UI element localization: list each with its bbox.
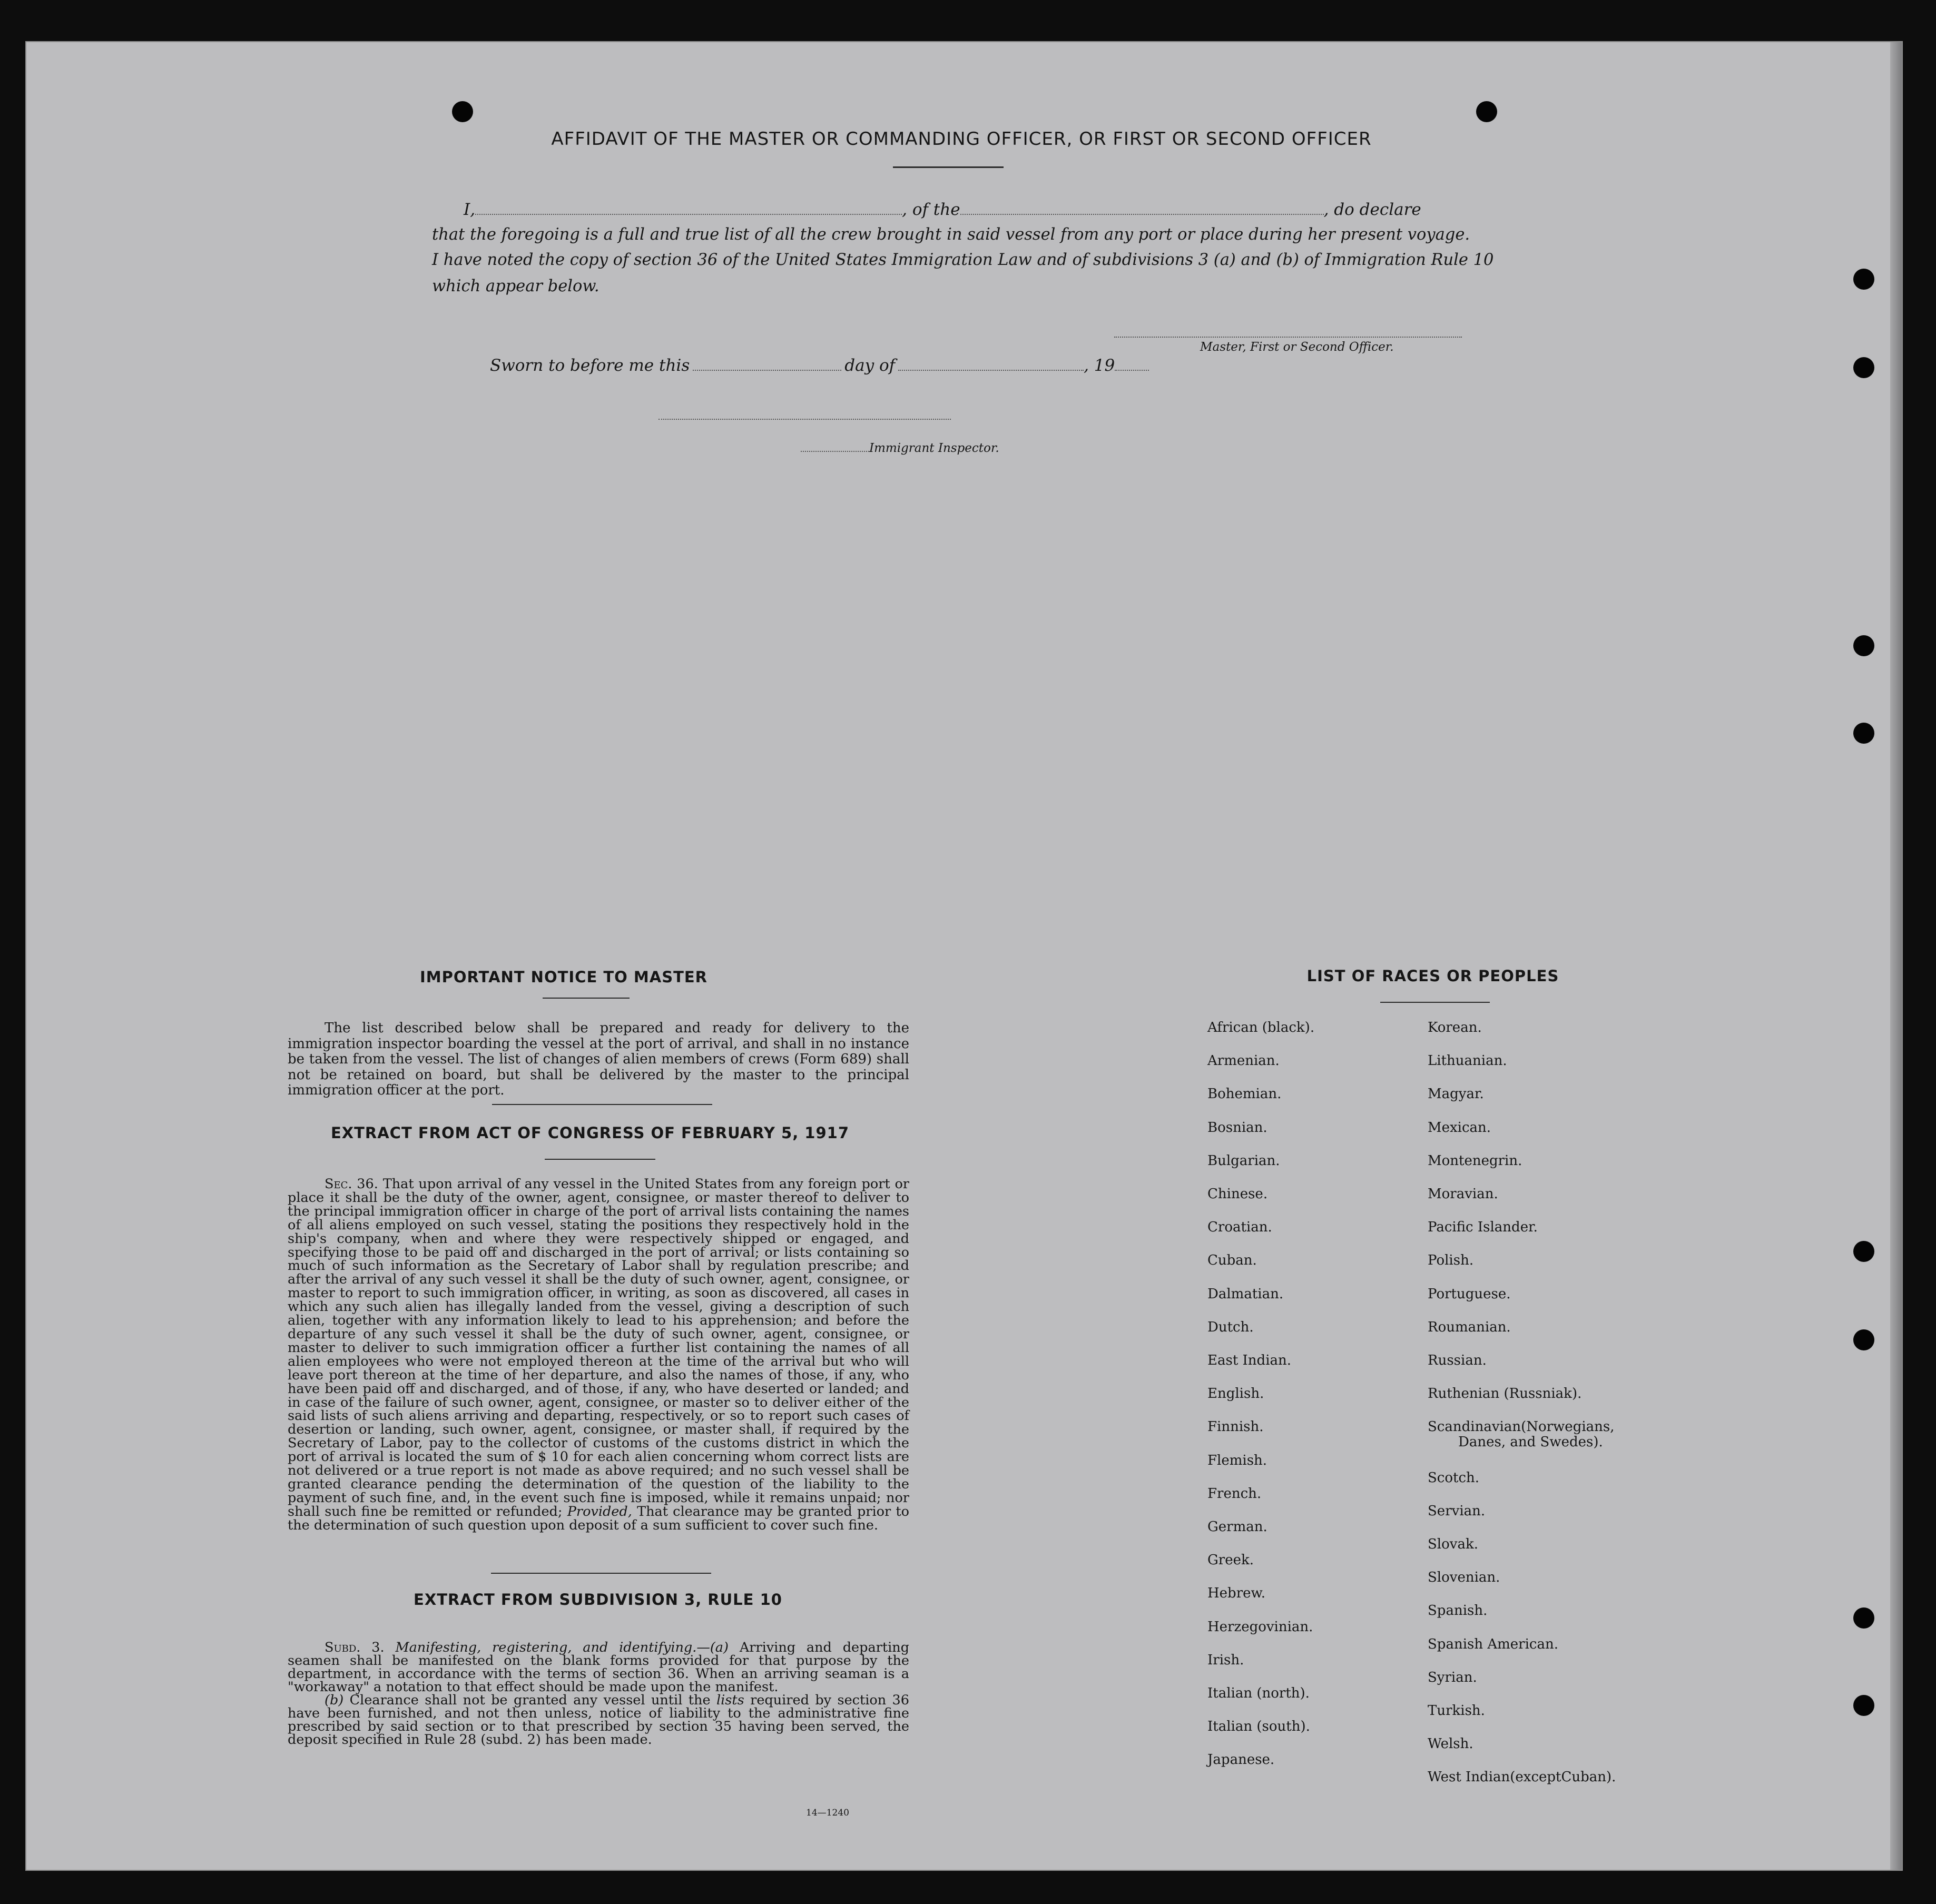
rule-extract-text — [288, 1641, 909, 1747]
sec-36-label: Sec. 36. — [325, 1176, 378, 1192]
affidavit-of-the: , of the — [902, 200, 960, 219]
race-item: Portuguese. — [1428, 1286, 1511, 1302]
inspector-line-lower — [801, 441, 999, 455]
race-item: Bulgarian. — [1207, 1152, 1280, 1169]
act-extract-end-rule — [491, 1573, 711, 1574]
day-blank — [693, 369, 841, 371]
race-item: Pacific Islander. — [1428, 1219, 1538, 1236]
notice-text — [288, 1021, 909, 1099]
punch-hole-right-8 — [1853, 1695, 1874, 1716]
race-item: Irish. — [1207, 1652, 1244, 1668]
race-item: Montenegrin. — [1428, 1152, 1522, 1169]
race-item: Lithuanian. — [1428, 1053, 1507, 1069]
race-item: Armenian. — [1207, 1053, 1280, 1069]
races-title: LIST OF RACES OR PEOPLES — [1306, 967, 1559, 985]
race-item: French. — [1207, 1485, 1262, 1502]
sworn-text: Sworn to before me this — [490, 356, 690, 375]
notice-title-rule — [543, 998, 630, 999]
sec-36-end: That clearance may be granted prior to the determination of such question upon deposit of a sum sufficient to cover such fine. — [288, 1503, 910, 1533]
race-item: Spanish. — [1428, 1603, 1488, 1619]
affidavit-declaration-line — [432, 200, 1491, 219]
subd-label: Subd. 3. — [325, 1640, 385, 1655]
punch-hole-right-2 — [1853, 357, 1874, 378]
subd-b-body-1: Clearance shall not be granted any vessel until the — [349, 1692, 711, 1708]
race-item: Spanish American. — [1428, 1636, 1559, 1652]
affidavit-line-3: I have noted the copy of section 36 of the United States Immigration Law and of subdivisions 3 (a) and (b) of Immigration Rule 10 — [432, 251, 1494, 269]
race-item: Moravian. — [1428, 1186, 1498, 1202]
race-item: Polish. — [1428, 1252, 1474, 1269]
race-item: Hebrew. — [1207, 1585, 1265, 1602]
race-item: Bosnian. — [1207, 1119, 1267, 1136]
rule-extract-title: EXTRACT FROM SUBDIVISION 3, RULE 10 — [414, 1591, 782, 1609]
inspector-line-upper — [659, 418, 951, 420]
vessel-blank — [960, 213, 1324, 215]
sworn-line — [490, 356, 1149, 375]
master-signature-line — [1114, 336, 1462, 338]
race-item: Italian (north). — [1207, 1685, 1310, 1701]
race-item: Chinese. — [1207, 1186, 1268, 1202]
year-blank — [1115, 369, 1149, 371]
punch-hole-right-1 — [1853, 269, 1874, 290]
race-item: Mexican. — [1428, 1119, 1491, 1136]
race-item: Slovenian. — [1428, 1570, 1500, 1586]
sec-36-body: That upon arrival of any vessel in the United States from any foreign port or place it shall be the duty of the owner, agent, consignee, or master thereof to deliver to the principal immigration officer in charge of the port of arrival lists containing the names of all aliens employed on such vessel, stating the positions they respectively hold in the ship's company, when and where they were respectively shipped or engaged, and specifying those to be paid off and discharged in the port of arrival; or lists containing so much of such information as the Secretary of Labor shall by regulation prescribe; and after the arrival of any such vessel it shall be the duty of such owner, agent, consignee, or master to report to such immigration officer, in writing, as soon as discovered, all cases in which any such alien has illegally landed from the vessel, giving a description of such alien, together with any information likely to lead to his apprehension; and before the departure of any such vessel it shall be the duty of such owner, agent, consignee, or master to deliver to such immigration officer a further list containing the names of all alien employees who were not employed thereon at the time of the arrival but who will leave port thereon at the time of her departure, and also the names of those, if any, who have been paid off and discharged, and of those, if any, who have deserted or landed; and in case of the failure of such owner, agent, consignee, or master so to deliver either of the said lists of such aliens arriving and departing, respectively, or so to report such cases of desertion or landing, such owner, agent, consignee, or master shall, if required by the Secretary of Labor, pay to the collector of customs of the customs district in which the port of arrival is located the sum of $ 10 for each alien concerning whom correct lists are not delivered or a true report is not made as above required; and no such vessel shall be granted clearance pending the determination of the question of the liability to the payment of such fine, and, in the event such fine is imposed, while it remains unpaid; nor shall such fine be remitted or refunded; — [288, 1176, 909, 1520]
punch-hole-right-3 — [1853, 635, 1874, 656]
punch-hole-top-right — [1476, 101, 1497, 122]
race-item: Flemish. — [1207, 1452, 1267, 1468]
races-title-rule — [1380, 1002, 1490, 1003]
notice-end-rule — [492, 1104, 712, 1105]
punch-hole-right-7 — [1853, 1607, 1874, 1629]
race-item: Russian. — [1428, 1353, 1487, 1368]
act-extract-text — [288, 1178, 909, 1533]
race-item: Bohemian. — [1207, 1086, 1282, 1102]
race-item: Herzegovinian. — [1207, 1619, 1313, 1635]
race-item: Ruthenian (Russniak). — [1428, 1386, 1582, 1402]
day-of-text: day of — [844, 356, 896, 375]
inspector-dots — [801, 450, 869, 452]
lists-word: lists — [716, 1692, 744, 1708]
master-label: Master, First or Second Officer. — [1200, 340, 1394, 354]
punch-hole-right-4 — [1853, 723, 1874, 744]
race-item: Magyar. — [1428, 1086, 1484, 1102]
race-item: Servian. — [1428, 1503, 1486, 1519]
race-item: Japanese. — [1207, 1752, 1275, 1768]
act-extract-title: EXTRACT FROM ACT OF CONGRESS OF FEBRUARY 5, 1917 — [330, 1124, 850, 1142]
race-item: Finnish. — [1207, 1419, 1264, 1435]
race-item: Greek. — [1207, 1552, 1254, 1568]
race-item: Syrian. — [1428, 1669, 1477, 1685]
race-item: East Indian. — [1207, 1353, 1292, 1368]
race-item: German. — [1207, 1519, 1267, 1535]
punch-hole-top-left — [452, 101, 473, 122]
affidavit-line-4: which appear below. — [432, 277, 600, 295]
notice-body: The list described below shall be prepared and ready for delivery to the immigration inspector boarding the vessel at the port of arrival, and shall in no instance be taken from the vessel. The list of changes of alien members of crews (Form 689) shall not be retained on board, but shall be delivered by the master to the principal immigration officer at the port. — [288, 1020, 909, 1098]
race-item: English. — [1207, 1386, 1264, 1402]
race-item: Korean. — [1428, 1020, 1482, 1035]
inspector-label: Immigrant Inspector. — [869, 441, 999, 455]
race-item: Dutch. — [1207, 1319, 1254, 1335]
punch-hole-right-5 — [1853, 1241, 1874, 1262]
race-item: Roumanian. — [1428, 1319, 1511, 1335]
subd-b-body-2: required by section 36 have been furnished, and not then unless, notice of liability to the administrative fine prescribed by said section or to that prescribed by section 35 having been served, the deposit specified in Rule 28 (subd. 2) has been made. — [288, 1692, 909, 1748]
subd-a-body: Arriving and departing seamen shall be manifested on the blank forms provided for that purpose by the department, in accordance with the terms of section 36. When an arriving seaman is a "workaway" a notation to that effect should be made upon the manifest. — [288, 1640, 910, 1695]
race-item: Croatian. — [1207, 1219, 1272, 1236]
subd-b-label: (b) — [325, 1692, 344, 1708]
race-item: Scotch. — [1428, 1469, 1480, 1486]
year-prefix: , 19 — [1084, 356, 1115, 375]
race-item: Turkish. — [1428, 1703, 1485, 1719]
subd-heading: Manifesting, registering, and identifying.—(a) — [395, 1640, 729, 1655]
provided-word: Provided, — [567, 1503, 632, 1520]
race-item: Scandinavian(Norwegians, — [1428, 1419, 1615, 1435]
race-item: Welsh. — [1428, 1736, 1473, 1752]
race-item: Cuban. — [1207, 1252, 1257, 1269]
affidavit-line-2: that the foregoing is a full and true list of all the crew brought in said vessel from any port or place during her present voyage. — [432, 225, 1470, 244]
name-blank — [475, 213, 902, 215]
notice-title: IMPORTANT NOTICE TO MASTER — [419, 968, 708, 986]
race-item: West Indian(exceptCuban). — [1428, 1769, 1616, 1785]
subd-b-paragraph — [288, 1694, 909, 1747]
race-item: African (black). — [1207, 1020, 1315, 1035]
affidavit-i: I, — [464, 200, 476, 219]
affidavit-do-declare: , do declare — [1323, 200, 1421, 219]
race-item: Danes, and Swedes). — [1458, 1434, 1603, 1451]
race-item: Italian (south). — [1207, 1719, 1310, 1735]
month-blank — [898, 369, 1084, 371]
race-item: Slovak. — [1428, 1536, 1478, 1552]
punch-hole-right-6 — [1853, 1329, 1874, 1350]
form-number: 14—1240 — [806, 1808, 849, 1818]
document-page — [25, 41, 1903, 1871]
affidavit-title-rule — [893, 166, 1004, 168]
race-item: Dalmatian. — [1207, 1286, 1284, 1302]
act-extract-title-rule — [545, 1159, 655, 1160]
subd-a-paragraph — [288, 1641, 909, 1694]
affidavit-title: AFFIDAVIT OF THE MASTER OR COMMANDING OFFICER, OR FIRST OR SECOND OFFICER — [551, 129, 1372, 150]
